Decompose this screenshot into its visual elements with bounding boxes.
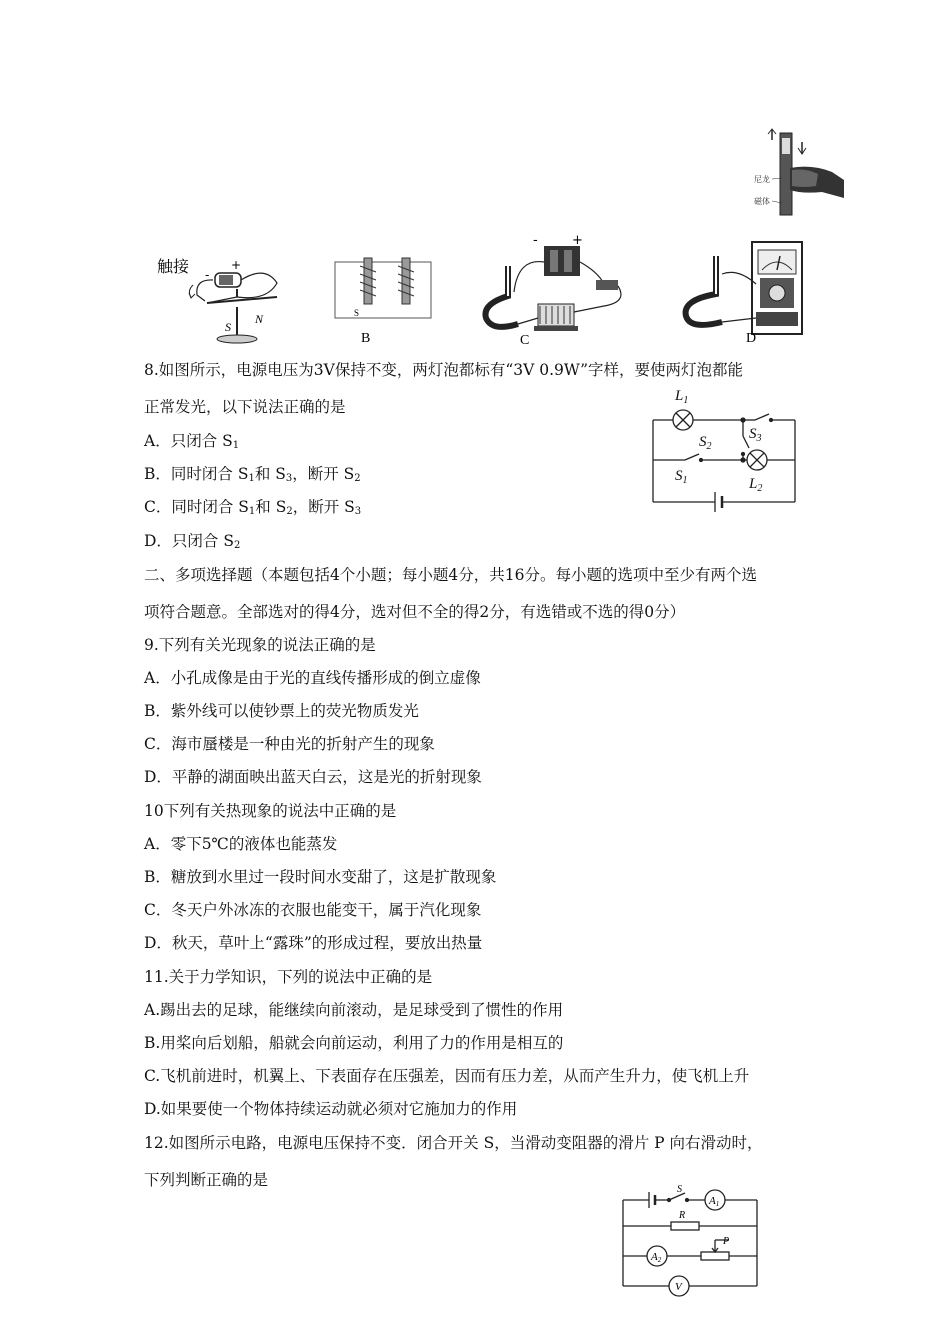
q8-stem-line1: 8.如图所示，电源电压为3V保持不变，两灯泡都标有“3V 0.9W”字样，要使两灯泡都能: [144, 361, 744, 379]
q9-option-b: B．紫外线可以使钞票上的荧光物质发光: [144, 702, 419, 720]
q10-stem: 10下列有关热现象的说法中正确的是: [144, 802, 397, 820]
q9-option-d: D．平静的湖面映出蓝天白云，这是光的折射现象: [144, 768, 482, 786]
q12-circuit-s: S: [677, 1184, 682, 1195]
figure-a-touch-label: 触接: [157, 257, 190, 276]
figure-hand-magnet: [752, 128, 847, 218]
q11-option-d: D.如果要使一个物体持续运动就必须对它施加力的作用: [144, 1100, 518, 1118]
figure-b-switch: S: [354, 308, 360, 318]
q8-circuit-s2: $S_2$: [699, 434, 712, 452]
figure-option-c: [478, 232, 643, 344]
q12-circuit-p: P: [723, 1236, 730, 1247]
figure-label-nylon: 尼龙: [754, 175, 770, 184]
q10-option-a: A．零下5℃的液体也能蒸发: [144, 835, 338, 853]
section2-heading-line2: 项符合题意。全部选对的得4分，选对但不全的得2分，有选错或不选的得0分）: [144, 603, 686, 621]
figure-d-label: D: [746, 331, 757, 346]
q11-option-c: C.飞机前进时，机翼上、下表面存在压强差，因而有压力差，从而产生升力，使飞机上升: [144, 1067, 750, 1085]
q10-option-d: D．秋天，草叶上“露珠”的形成过程，要放出热量: [144, 934, 483, 952]
q8-circuit-s1: $S_1$: [675, 468, 688, 486]
q8-circuit-diagram: [645, 382, 805, 517]
q8-circuit-l1: $L_1$: [675, 388, 689, 406]
figure-label-magnet: 磁体: [754, 197, 770, 206]
figure-c-label: C: [520, 333, 530, 344]
figure-option-a: [155, 245, 295, 345]
q9-stem: 9.下列有关光现象的说法正确的是: [144, 636, 376, 654]
figure-option-d: [672, 238, 812, 346]
q12-circuit-a1: A1: [709, 1195, 720, 1208]
q12-stem-line2: 下列判断正确的是: [144, 1171, 269, 1189]
q12-stem-line1: 12.如图所示电路，电源电压保持不变．闭合开关 S，当滑动变阻器的滑片 P 向右滑动时，: [144, 1134, 763, 1152]
q9-option-a: A．小孔成像是由于光的直线传播形成的倒立虚像: [144, 669, 481, 687]
q12-circuit-r: R: [679, 1210, 686, 1221]
q11-option-b: B.用桨向后划船，船就会向前运动，利用了力的作用是相互的: [144, 1034, 564, 1052]
figure-a-pole-s: S: [225, 320, 231, 334]
figure-c-minus: -: [533, 233, 538, 248]
figure-a-plus: +: [231, 258, 242, 272]
figure-c-plus: +: [572, 233, 583, 248]
q10-option-c: C．冬天户外冰冻的衣服也能变干，属于汽化现象: [144, 901, 482, 919]
q8-stem-line2: 正常发光，以下说法正确的是: [144, 398, 346, 416]
q8-option-a: A．只闭合 $S_1$: [144, 432, 240, 451]
q8-circuit-s3: $S_3$: [749, 426, 762, 444]
q12-circuit-diagram: [605, 1182, 780, 1302]
figure-a-pole-n: N: [255, 312, 264, 326]
q8-circuit-l2: $L_2$: [749, 476, 763, 494]
q10-option-b: B．糖放到水里过一段时间水变甜了，这是扩散现象: [144, 868, 497, 886]
q9-option-c: C．海市蜃楼是一种由光的折射产生的现象: [144, 735, 435, 753]
q12-circuit-a2: A2: [651, 1251, 662, 1264]
q8-option-d: D．只闭合 $S_2$: [144, 532, 241, 551]
q8-option-c: C．同时闭合 $S_1$和 $S_2$，断开 $S_3$: [144, 498, 362, 517]
figure-option-b: [330, 250, 440, 345]
section2-heading-line1: 二、多项选择题（本题包括4个小题；每小题4分，共16分。每小题的选项中至少有两个选: [144, 566, 757, 584]
figure-b-label: B: [361, 331, 371, 345]
q12-circuit-v: V: [675, 1281, 682, 1293]
q11-stem: 11.关于力学知识，下列的说法中正确的是: [144, 968, 433, 986]
q8-option-b: B．同时闭合 $S_1$和 $S_3$，断开 $S_2$: [144, 465, 361, 484]
figure-a-minus: -: [205, 268, 210, 282]
q11-option-a: A.踢出去的足球，能继续向前滚动，是足球受到了惯性的作用: [144, 1001, 564, 1019]
